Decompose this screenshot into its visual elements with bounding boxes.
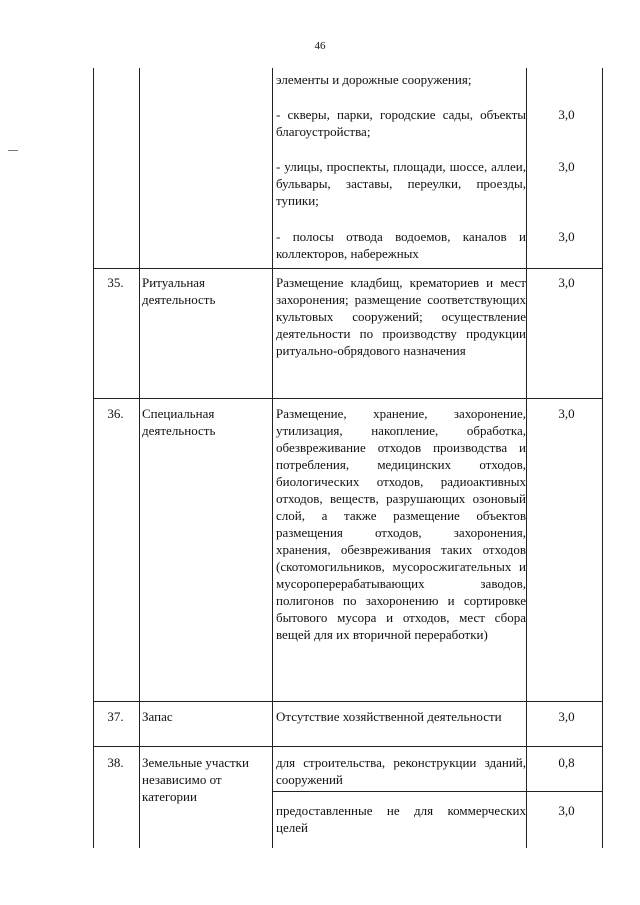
row-38-desc-2: предоставленные не для коммерческих целей bbox=[276, 803, 526, 835]
row-cont-desc-2: - скверы, парки, городские сады, объекты благоустройства; bbox=[276, 107, 526, 139]
row-35-coef: 3,0 bbox=[558, 275, 575, 290]
row-divider bbox=[93, 268, 603, 269]
row-cont-coef-4: 3,0 bbox=[558, 229, 575, 244]
margin-mark bbox=[8, 150, 18, 151]
row-35-name: Ритуальная деятельность bbox=[142, 275, 216, 307]
row-cont-desc-1: элементы и дорожные сооружения; bbox=[276, 72, 472, 87]
sub-row-divider bbox=[272, 791, 603, 792]
row-38-coef-1: 0,8 bbox=[558, 755, 575, 770]
row-38-name: Земельные участки независимо от категории bbox=[142, 755, 249, 804]
table-border-left bbox=[93, 68, 94, 848]
row-cont-coef-3: 3,0 bbox=[558, 159, 575, 174]
row-cont-desc-4: - полосы отвода водоемов, каналов и коллекторов, набережных bbox=[276, 229, 526, 261]
row-37-coef: 3,0 bbox=[558, 709, 575, 724]
row-35-desc: Размещение кладбищ, крематориев и мест захоронения; размещение соответствующих культовых сооружений; осуществление деятельности по производству продукции ритуально-обрядового назначения bbox=[276, 275, 526, 358]
row-38-desc-1: для строительства, реконструкции зданий, сооружений bbox=[276, 755, 526, 787]
column-divider-3 bbox=[526, 68, 527, 848]
row-cont-coef-2: 3,0 bbox=[558, 107, 575, 122]
row-38-coef-2: 3,0 bbox=[558, 803, 575, 818]
column-divider-2 bbox=[272, 68, 273, 848]
row-38-number: 38. bbox=[107, 755, 124, 770]
row-divider bbox=[93, 701, 603, 702]
row-37-name: Запас bbox=[142, 709, 173, 724]
row-35-number: 35. bbox=[107, 275, 124, 290]
row-36-coef: 3,0 bbox=[558, 406, 575, 421]
column-divider-1 bbox=[139, 68, 140, 848]
row-36-desc: Размещение, хранение, захоронение, утилизация, накопление, обработка, обезвреживание отходов производства и потребления, медицинских отходов, биологических отходов, радиоактивных отходов, веществ, разрушающих озоновый слой, а также размещение объектов размещения отходов, захоронения, хранения, обезвреживания таких отходов (скотомогильников, мусоросжигательных и мусороперерабатывающих заводов, полигонов по захоронению и сортировке бытового мусора и отходов, мест сбора вещей для их вторичной переработки) bbox=[276, 406, 526, 642]
row-37-desc: Отсутствие хозяйственной деятельности bbox=[276, 709, 502, 724]
row-36-number: 36. bbox=[107, 406, 124, 421]
land-use-table bbox=[93, 68, 603, 848]
row-36-name: Специальная деятельность bbox=[142, 406, 216, 438]
row-divider bbox=[93, 746, 603, 747]
table-border-right bbox=[602, 68, 603, 848]
row-divider bbox=[93, 398, 603, 399]
page-number: 46 bbox=[314, 40, 326, 52]
row-37-number: 37. bbox=[107, 709, 124, 724]
row-cont-desc-3: - улицы, проспекты, площади, шоссе, аллеи, бульвары, заставы, переулки, проезды, тупики; bbox=[276, 159, 526, 208]
